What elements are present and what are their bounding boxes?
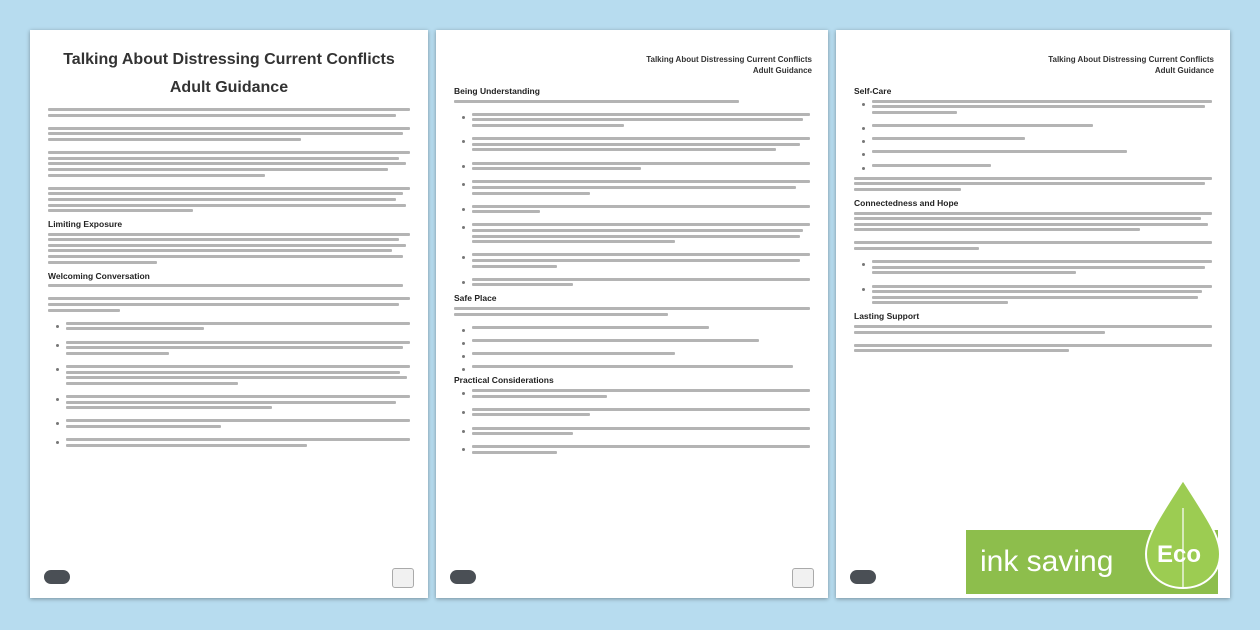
list-item (854, 150, 1212, 153)
ink-saving-label: ink saving (980, 545, 1114, 578)
list-item (854, 164, 1212, 167)
list-item (454, 205, 810, 214)
brand-logo-icon (44, 570, 70, 584)
list-item (454, 113, 810, 127)
list-item (48, 438, 410, 447)
section-heading-self-care: Self-Care (854, 86, 892, 96)
document-title (30, 46, 428, 102)
section-heading-safe-place: Safe Place (454, 293, 497, 304)
list-item (48, 322, 410, 331)
list-item (854, 100, 1212, 114)
list-item (454, 427, 810, 436)
eco-word: Eco (1157, 541, 1202, 568)
list-item (48, 395, 410, 409)
running-header-line-2: Adult Guidance (1154, 66, 1214, 75)
crest-icon (392, 568, 414, 588)
brand-logo-icon (850, 570, 876, 584)
list-item (454, 162, 810, 171)
list-item (454, 223, 810, 243)
list-item (454, 365, 810, 368)
section-heading-being-understanding: Being Understanding (454, 86, 540, 96)
list-item (454, 352, 810, 355)
running-header-line-1: Talking About Distressing Current Conflicts (1048, 55, 1214, 64)
running-header (436, 54, 812, 76)
page-footer (44, 568, 414, 588)
list-item (454, 445, 810, 454)
list-item (454, 253, 810, 267)
list-item (454, 326, 810, 329)
list-item (454, 137, 810, 151)
page-footer (450, 568, 814, 588)
document-page-2 (436, 30, 828, 598)
page-1-body (30, 108, 428, 447)
list-item (854, 285, 1212, 305)
section-heading-practical-considerations: Practical Considerations (454, 375, 554, 386)
leaf-icon (1142, 478, 1224, 590)
document-title-line-1: Talking About Distressing Current Conflicts (63, 51, 395, 68)
list-item (454, 278, 810, 287)
list-item (454, 180, 810, 194)
section-heading-lasting-support: Lasting Support (854, 311, 920, 322)
page-2-body (436, 86, 828, 454)
section-heading-limiting-exposure: Limiting Exposure (48, 219, 123, 230)
brand-logo-icon (450, 570, 476, 584)
document-page-1 (30, 30, 428, 598)
document-title-line-2: Adult Guidance (169, 79, 289, 96)
list-item (854, 124, 1212, 127)
list-item (48, 341, 410, 355)
list-item (454, 389, 810, 398)
list-item (854, 137, 1212, 140)
running-header-line-1: Talking About Distressing Current Conflicts (646, 55, 812, 64)
list-item (48, 365, 410, 385)
section-heading-welcoming-conversation: Welcoming Conversation (48, 270, 150, 281)
page-3-body (836, 86, 1230, 352)
running-header (836, 54, 1214, 76)
crest-icon (792, 568, 814, 588)
list-item (454, 408, 810, 417)
section-heading-connectedness-and-hope: Connectedness and Hope (854, 197, 959, 208)
list-item (454, 339, 810, 342)
list-item (48, 419, 410, 428)
list-item (854, 260, 1212, 274)
running-header-line-2: Adult Guidance (752, 66, 812, 75)
